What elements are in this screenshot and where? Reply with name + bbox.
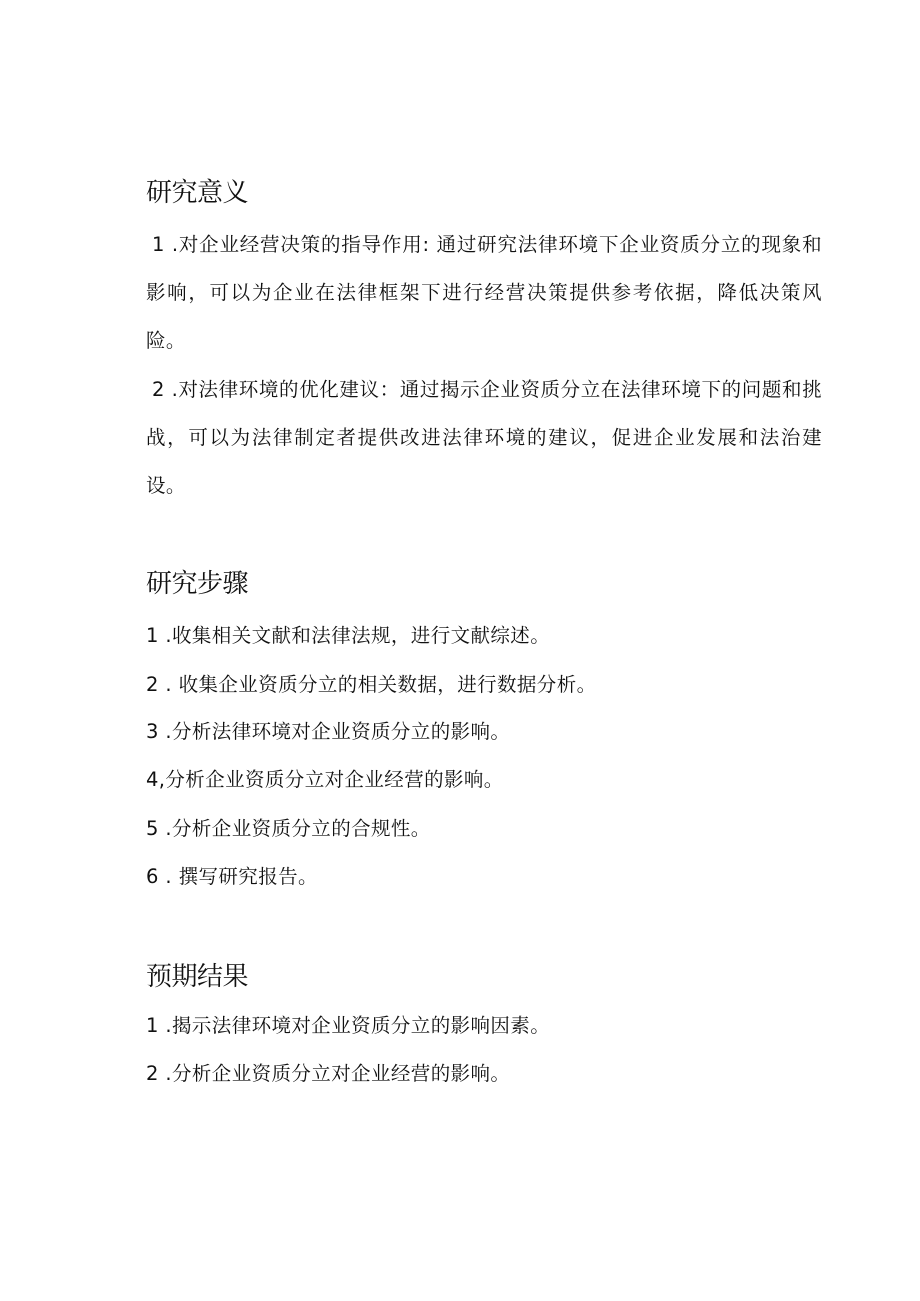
section-title-expected-results: 预期结果	[146, 962, 249, 992]
significance-paragraph-2: 2 .对法律环境的优化建议：通过揭示企业资质分立在法律环境下的问题和挑战，可以为法律制定者提供改进法律环境的建议，促进企业发展和法治建设。	[146, 378, 822, 497]
result-item-2: 2 .分析企业资质分立对企业经营的影响。	[146, 1062, 511, 1085]
step-item-2: 2 . 收集企业资质分立的相关数据，进行数据分析。	[146, 673, 597, 696]
step-item-4: 4,分析企业资质分立对企业经营的影响。	[146, 768, 504, 791]
step-item-1: 1 .收集相关文献和法律法规，进行文献综述。	[146, 624, 551, 647]
section-title-steps: 研究步骤	[146, 569, 249, 599]
step-item-3: 3 .分析法律环境对企业资质分立的影响。	[146, 720, 511, 743]
significance-paragraph-1: 1 .对企业经营决策的指导作用: 通过研究法律环境下企业资质分立的现象和影响，可以为企业在法律框架下进行经营决策提供参考依据，降低决策风险。	[146, 233, 822, 352]
section-title-significance: 研究意义	[146, 178, 249, 208]
result-item-1: 1 .揭示法律环境对企业资质分立的影响因素。	[146, 1014, 551, 1037]
step-item-6: 6 . 撰写研究报告。	[146, 865, 318, 888]
step-item-5: 5 .分析企业资质分立的合规性。	[146, 817, 431, 840]
